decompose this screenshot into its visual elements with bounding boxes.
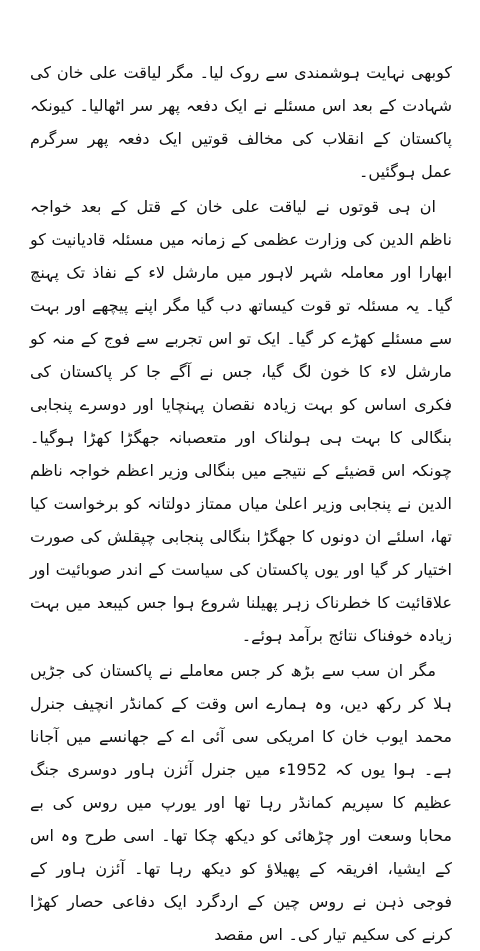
urdu-text-block [30,56,452,951]
paragraph-2: ان ہی قوتوں نے لیاقت علی خان کے قتل کے بعد خواجہ ناظم الدین کی وزارت عظمی کے زمانہ میں مسئلہ قادیانیت کو ابھارا اور معاملہ شہر لاہور میں مارشل لاء کے نفاذ تک پہنچ گیا۔ یہ مسئلہ تو قوت کیساتھ دب گیا مگر اپنے پیچھے اور بہت سے مسئلے کھڑے کر گیا۔ ایک تو اس تجربے سے فوج کے منہ کو مارشل لاء کا خون لگ گیا، جس نے آگے جا کر پاکستان کی فکری اساس کو بہت زیادہ نقصان پہنچایا اور دوسرے پنجابی بنگالی کا بہت ہی ہولناک اور متعصبانہ جھگڑا کھڑا ہوگیا۔ چونکہ اس قضیئے کے نتیجے میں بنگالی وزیر اعظم خواجہ ناظم الدین نے پنجابی وزیر اعلیٰ میاں ممتاز دولتانہ کو برخواست کیا تھا، اسلئے ان دونوں کا جھگڑا بنگالی پنجابی چپقلش کی صورت اختیار کر گیا اور یوں پاکستان کی سیاست کے اندر صوبائیت اور علاقائیت کا خطرناک زہر پھیلنا شروع ہوا جس کیبعد میں بہت زیادہ خوفناک نتائج برآمد ہوئے۔ [30,197,452,645]
paragraph-3: مگر ان سب سے بڑھ کر جس معاملے نے پاکستان کی جڑیں ہلا کر رکھ دیں، وہ ہمارے اس وقت کے کمانڈر انچیف جنرل محمد ایوب خان کا امریکی سی آئی اے کے جھانسے میں آجانا ہے۔ ہوا یوں کہ 1952ء میں جنرل آئزن ہاور دوسری جنگ عظیم کا سپریم کمانڈر رہا تھا اور یورپ میں روس کی بے محابا وسعت اور چڑھائی کو دیکھ چکا تھا۔ اسی طرح وہ اس کے ایشیا، افریقہ کے پھیلاؤ کو دیکھ رہا تھا۔ آئزن ہاور کے فوجی ذہن نے روس چین کے اردگرد ایک دفاعی حصار کھڑا کرنے کی سکیم تیار کی۔ اس مقصد [30,661,452,944]
paragraph-1: کوبھی نہایت ہوشمندی سے روک لیا۔ مگر لیاقت علی خان کی شہادت کے بعد اس مسئلے نے ایک دفعہ پھر سر اٹھالیا۔ کیونکہ پاکستان کے انقلاب کی مخالف قوتیں ایک دفعہ پھر سرگرم عمل ہوگئیں۔ [30,63,452,181]
